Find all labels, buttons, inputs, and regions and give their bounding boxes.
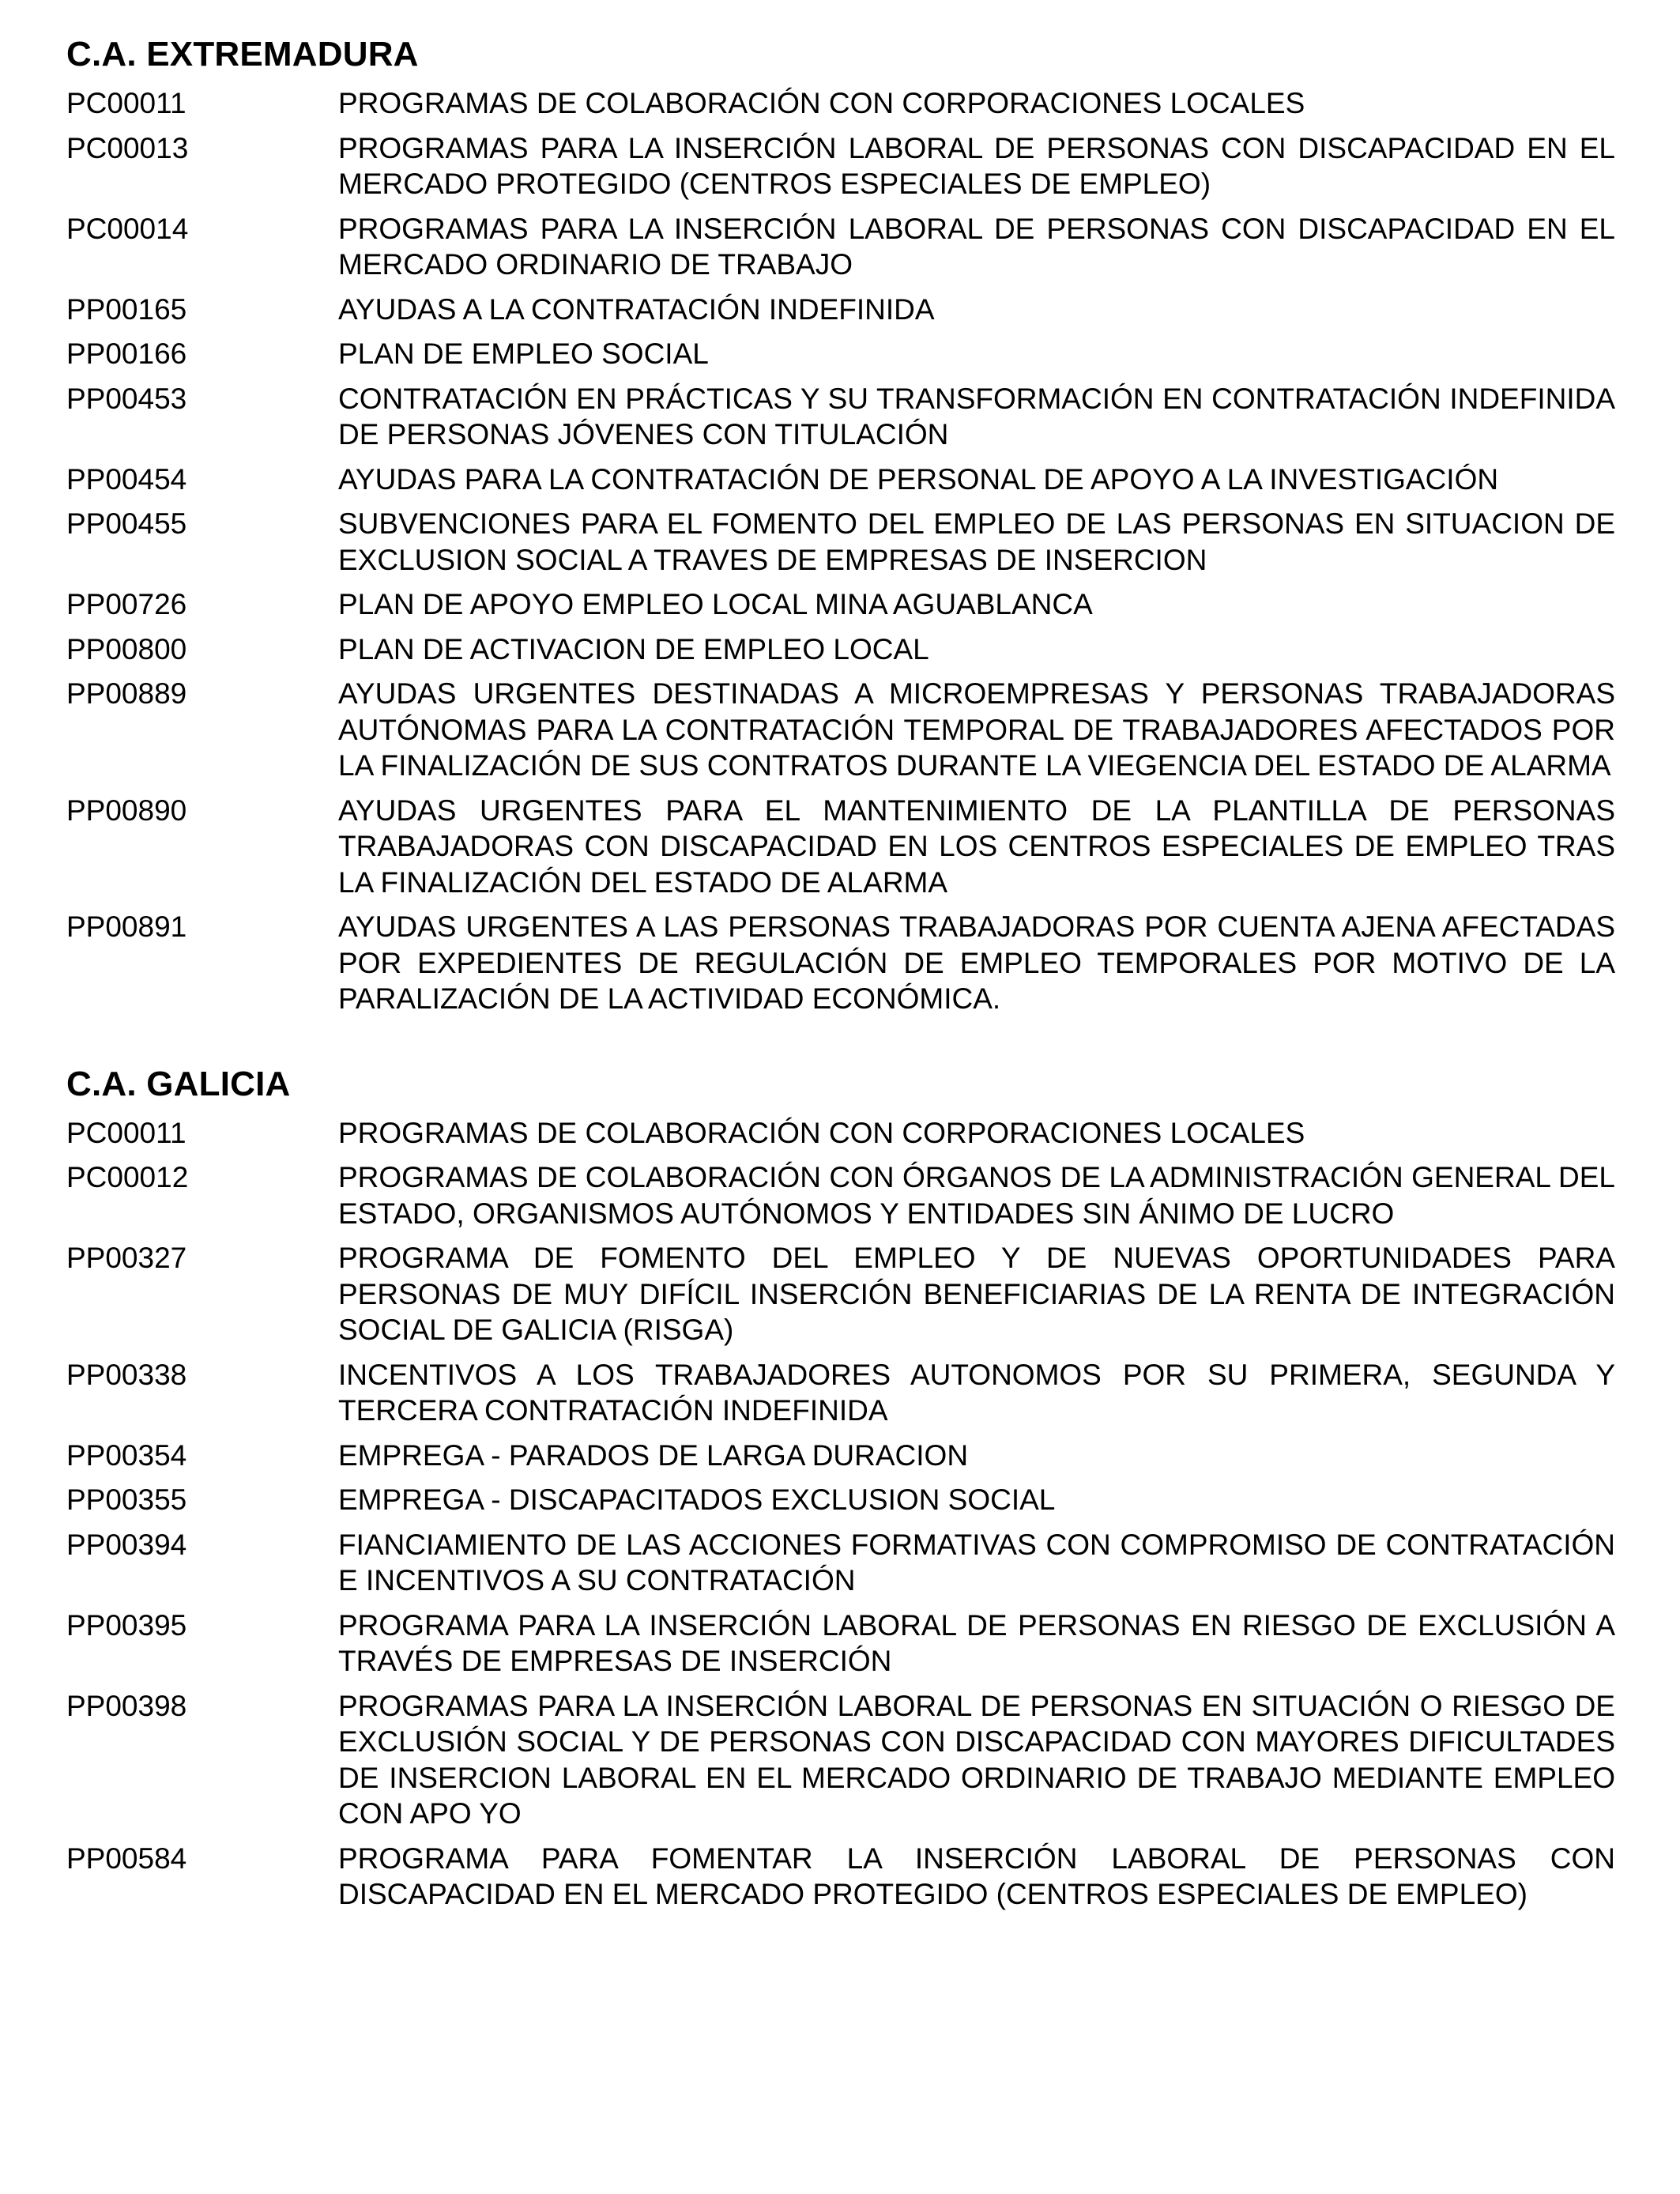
program-code: PP00584: [66, 1842, 187, 1875]
program-entry: [66, 1240, 1615, 1348]
program-code: PC00012: [66, 1161, 189, 1193]
program-entry: [66, 631, 1615, 668]
program-code: PP00355: [66, 1483, 187, 1516]
program-description: CONTRATACIÓN EN PRÁCTICAS Y SU TRANSFORMACIÓN EN CONTRATACIÓN INDEFINIDA DE PERSONAS JÓVENES CON TITULACIÓN: [338, 382, 1615, 450]
program-entry: [66, 506, 1615, 578]
program-entry: [66, 1608, 1615, 1679]
program-description: SUBVENCIONES PARA EL FOMENTO DEL EMPLEO DE LAS PERSONAS EN SITUACION DE EXCLUSION SOCIAL A TRAVES DE EMPRESAS DE INSERCION: [338, 507, 1615, 576]
program-code: PP00394: [66, 1528, 187, 1561]
program-code: PC00011: [66, 87, 186, 119]
program-code: PP00726: [66, 588, 187, 620]
program-code: PP00165: [66, 292, 187, 326]
program-entry: [66, 1841, 1615, 1913]
program-code: PP00891: [66, 910, 187, 943]
program-code: PP00453: [66, 382, 187, 415]
program-entry: [66, 1159, 1615, 1231]
section-title: C.A. GALICIA: [66, 1064, 291, 1103]
program-description: PLAN DE APOYO EMPLEO LOCAL MINA AGUABLANCA: [338, 588, 1093, 620]
program-description: PROGRAMAS PARA LA INSERCIÓN LABORAL DE PERSONAS EN SITUACIÓN O RIESGO DE EXCLUSIÓN SOCIAL Y DE PERSONAS CON DISCAPACIDAD CON MAYORES DIFICULTADES DE INSERCION LABORAL EN EL MERCADO ORDINARIO DE TRABAJO MEDIANTE EMPLEO CON APO YO: [338, 1689, 1615, 1830]
section-0: [66, 32, 1615, 1017]
program-entry: [66, 1438, 1615, 1474]
program-code: PP00354: [66, 1438, 187, 1472]
program-description: EMPREGA - DISCAPACITADOS EXCLUSION SOCIAL: [338, 1483, 1056, 1516]
program-description: INCENTIVOS A LOS TRABAJADORES AUTONOMOS POR SU PRIMERA, SEGUNDA Y TERCERA CONTRATACIÓN INDEFINIDA: [338, 1358, 1615, 1427]
section-title: C.A. EXTREMADURA: [66, 35, 419, 74]
program-description: PROGRAMAS DE COLABORACIÓN CON CORPORACIONES LOCALES: [338, 1116, 1305, 1149]
program-entry: [66, 909, 1615, 1017]
program-entry: [66, 1115, 1615, 1152]
program-description: PROGRAMAS PARA LA INSERCIÓN LABORAL DE PERSONAS CON DISCAPACIDAD EN EL MERCADO ORDINARIO DE TRABAJO: [338, 212, 1615, 281]
program-description: FIANCIAMIENTO DE LAS ACCIONES FORMATIVAS CON COMPROMISO DE CONTRATACIÓN E INCENTIVOS A SU CONTRATACIÓN: [338, 1528, 1615, 1596]
program-code: PP00395: [66, 1608, 187, 1642]
program-code: PP00398: [66, 1689, 187, 1722]
document-page: [66, 32, 1615, 1921]
program-code: PC00011: [66, 1116, 186, 1149]
program-entry: [66, 1688, 1615, 1832]
program-entry: [66, 211, 1615, 283]
program-entry: [66, 676, 1615, 784]
program-description: PROGRAMAS PARA LA INSERCIÓN LABORAL DE PERSONAS CON DISCAPACIDAD EN EL MERCADO PROTEGIDO (CENTROS ESPECIALES DE EMPLEO): [338, 131, 1615, 200]
program-description: PROGRAMAS DE COLABORACIÓN CON CORPORACIONES LOCALES: [338, 87, 1305, 119]
program-code: PP00800: [66, 632, 187, 665]
program-description: PROGRAMA PARA FOMENTAR LA INSERCIÓN LABORAL DE PERSONAS CON DISCAPACIDAD EN EL MERCADO PROTEGIDO (CENTROS ESPECIALES DE EMPLEO): [338, 1842, 1615, 1910]
program-entry: [66, 1357, 1615, 1429]
program-description: PLAN DE EMPLEO SOCIAL: [338, 337, 709, 370]
program-description: PROGRAMA PARA LA INSERCIÓN LABORAL DE PERSONAS EN RIESGO DE EXCLUSIÓN A TRAVÉS DE EMPRESAS DE INSERCIÓN: [338, 1608, 1615, 1677]
program-code: PP00889: [66, 677, 187, 710]
program-entry: [66, 793, 1615, 901]
program-code: PP00455: [66, 507, 187, 540]
program-description: EMPREGA - PARADOS DE LARGA DURACION: [338, 1438, 969, 1472]
program-entry: [66, 130, 1615, 202]
program-entry: [66, 586, 1615, 623]
program-entry: [66, 1527, 1615, 1599]
program-code: PP00338: [66, 1358, 187, 1391]
program-description: PROGRAMA DE FOMENTO DEL EMPLEO Y DE NUEVAS OPORTUNIDADES PARA PERSONAS DE MUY DIFÍCIL INSERCIÓN BENEFICIARIAS DE LA RENTA DE INTEGRACIÓN SOCIAL DE GALICIA (RISGA): [338, 1242, 1615, 1346]
program-code: PP00327: [66, 1242, 187, 1274]
program-code: PP00454: [66, 462, 187, 496]
program-description: AYUDAS URGENTES PARA EL MANTENIMIENTO DE LA PLANTILLA DE PERSONAS TRABAJADORAS CON DISCAPACIDAD EN LOS CENTROS ESPECIALES DE EMPLEO TRAS LA FINALIZACIÓN DEL ESTADO DE ALARMA: [338, 794, 1615, 899]
program-entry: [66, 336, 1615, 372]
program-entry: [66, 381, 1615, 453]
program-code: PC00014: [66, 212, 189, 245]
program-entry: [66, 85, 1615, 122]
program-description: AYUDAS A LA CONTRATACIÓN INDEFINIDA: [338, 292, 935, 326]
program-code: PC00013: [66, 131, 189, 164]
program-code: PP00166: [66, 337, 187, 370]
program-entry: [66, 292, 1615, 328]
program-description: AYUDAS URGENTES DESTINADAS A MICROEMPRESAS Y PERSONAS TRABAJADORAS AUTÓNOMAS PARA LA CONTRATACIÓN TEMPORAL DE TRABAJADORES AFECTADOS POR LA FINALIZACIÓN DE SUS CONTRATOS DURANTE LA VIEGENCIA DEL ESTADO DE ALARMA: [338, 677, 1615, 782]
program-code: PP00890: [66, 794, 187, 827]
program-description: PROGRAMAS DE COLABORACIÓN CON ÓRGANOS DE LA ADMINISTRACIÓN GENERAL DEL ESTADO, ORGANISMOS AUTÓNOMOS Y ENTIDADES SIN ÁNIMO DE LUCRO: [338, 1161, 1615, 1230]
program-description: PLAN DE ACTIVACION DE EMPLEO LOCAL: [338, 632, 929, 665]
program-description: AYUDAS URGENTES A LAS PERSONAS TRABAJADORAS POR CUENTA AJENA AFECTADAS POR EXPEDIENTES DE REGULACIÓN DE EMPLEO TEMPORALES POR MOTIVO DE LA PARALIZACIÓN DE LA ACTIVIDAD ECONÓMICA.: [338, 910, 1615, 1015]
program-entry: [66, 1482, 1615, 1518]
section-1: [66, 1061, 1615, 1913]
program-description: AYUDAS PARA LA CONTRATACIÓN DE PERSONAL DE APOYO A LA INVESTIGACIÓN: [338, 462, 1499, 496]
program-entry: [66, 462, 1615, 498]
